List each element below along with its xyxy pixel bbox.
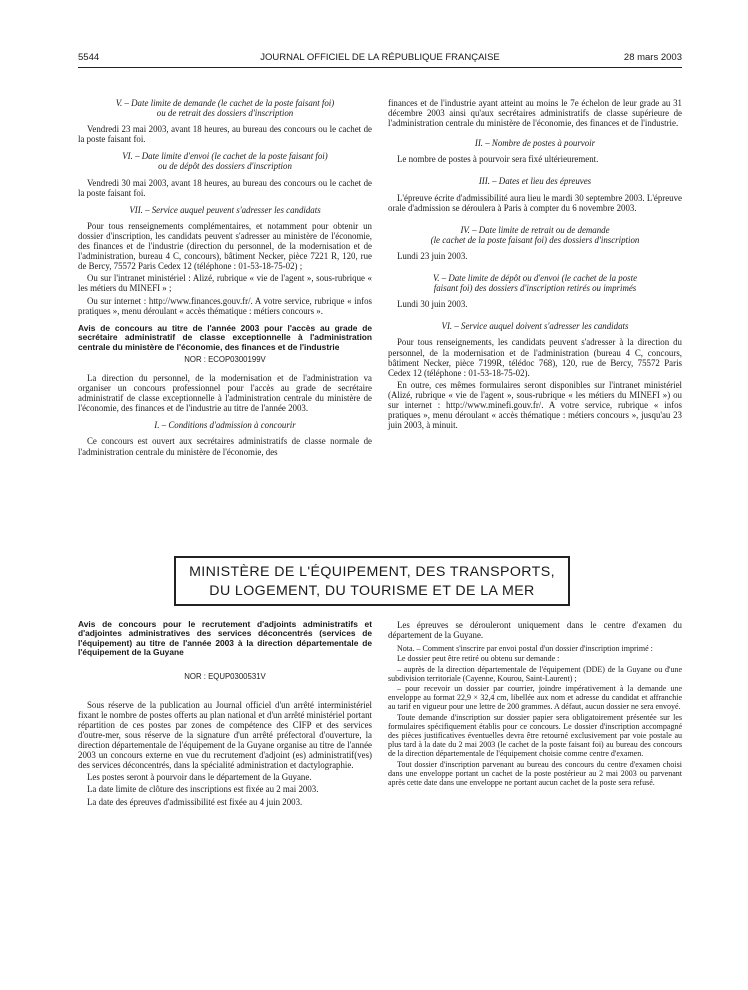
- section-heading: ou de dépôt des dossiers d'inscription: [158, 161, 292, 172]
- top-left-column: [78, 98, 372, 459]
- section-heading: (le cachet de la poste faisant foi) des dossiers d'inscription: [430, 234, 640, 245]
- section-heading: V. – Date limite de demande (le cachet de la poste faisant foi): [115, 98, 335, 108]
- paragraph: Le dossier peut être retiré ou obtenu sur demande :: [397, 654, 560, 664]
- header-rule: [78, 67, 682, 68]
- ministry-heading-line: DU LOGEMENT, DU TOURISME ET DE LA MER: [209, 583, 535, 599]
- paragraph: Vendredi 23 mai 2003, avant 18 heures, au bureau des concours ou le cachet de la poste faisant foi.: [78, 124, 372, 145]
- paragraph: La date limite de clôture des inscriptions est fixée au 2 mai 2003.: [87, 784, 319, 795]
- section-heading: VI. – Service auquel doivent s'adresser les candidats: [441, 321, 629, 332]
- paragraph: finances et de l'industrie ayant atteint au moins le 7e échelon de leur grade au 31 décembre 2003 ainsi qu'aux secrétaires administratifs de classe supérieure de l'administration centrale du ministère de l'économie, des finances et de l'industrie.: [388, 98, 682, 129]
- paragraph: Ce concours est ouvert aux secrétaires administratifs de classe normale de l'administration centrale du ministère de l'économie, des: [78, 436, 372, 457]
- paragraph: Vendredi 30 mai 2003, avant 18 heures, au bureau des concours ou le cachet de la poste faisant foi.: [78, 177, 372, 198]
- section-heading: faisant foi) des dossiers d'inscription retirés ou imprimés: [433, 283, 637, 294]
- list-item: – auprès de la direction départementale de l'équipement (DDE) de la Guyane ou d'une subdivision territoriale (Cayenne, Kourou, Saint-Laurent) ;: [388, 664, 682, 683]
- journal-title: JOURNAL OFFICIEL DE LA RÉPUBLIQUE FRANÇAISE: [260, 52, 500, 63]
- nota-paragraph: Nota. – Comment s'inscrire par envoi postal d'un dossier d'inscription imprimé :: [397, 644, 653, 654]
- paragraph: Pour tous renseignements complémentaires, et notamment pour obtenir un dossier d'inscription, les candidats peuvent s'adresser au ministère de l'économie, des finances et de l'industrie (direction du personnel, de la modernisation et de l'administration, bureau 4 C, concours), bâtiment Necker, pièce 7221 R, 120, rue de Bercy, 75572 Paris Cedex 12 (téléphone : 01-53-18-75-02) ;: [78, 220, 372, 272]
- paragraph: La date des épreuves d'admissibilité est fixée au 4 juin 2003.: [87, 796, 303, 807]
- bottom-right-column: [388, 620, 682, 788]
- paragraph: L'épreuve écrite d'admissibilité aura lieu le mardi 30 septembre 2003. L'épreuve orale d'admission se déroulera à Paris à compter du 6 novembre 2003.: [388, 192, 682, 213]
- ministry-heading-box: [174, 556, 570, 606]
- paragraph: Les épreuves se dérouleront uniquement dans le centre d'examen du département de la Guyane.: [388, 620, 682, 641]
- paragraph: Lundi 30 juin 2003.: [397, 299, 468, 310]
- paragraph: Tout dossier d'inscription parvenant au bureau des concours du centre d'examen choisi dans une enveloppe portant un cachet de la poste postérieur au 2 mai 2003 ou parvenant après cette date dans une enveloppe ne portant aucun cachet de la poste sera refusé.: [388, 759, 682, 788]
- section-heading: ou de retrait des dossiers d'inscription: [156, 108, 294, 119]
- paragraph: Sous réserve de la publication au Journal officiel d'un arrêté interministériel fixant le nombre de postes offerts au plan national et d'un arrêté ministériel portant répartition de ces postes par zones de compétence des CIFP et des services d'outre-mer, sous réserve de la signature d'un arrêté préfectoral d'ouverture, la direction départementale de l'équipement de la Guyane organise au titre de l'année 2003 un concours externe en vue du recrutement d'adjoint (es) administratif(ves) des services déconcentrés, dans la spécialité administration et dactylographie.: [78, 699, 372, 771]
- section-heading: IV. – Date limite de retrait ou de demande: [460, 224, 610, 235]
- section-heading: I. – Conditions d'admission à concourir: [154, 420, 296, 431]
- section-heading: VI. – Date limite d'envoi (le cachet de la poste faisant foi): [122, 151, 328, 162]
- paragraph: En outre, ces mêmes formulaires seront disponibles sur l'intranet ministériel (Alizé, rubrique « vie de l'agent », sous-rubrique « les métiers du MINEFI ») ou sur internet : http://www.minefi.gouv.fr/. A votre service, rubrique « infos pratiques », menu déroulant « accès thématique : métiers concours », jusqu'au 23 juin 2003, à minuit.: [388, 379, 682, 431]
- bottom-left-column: [78, 620, 372, 809]
- section-heading: II. – Nombre de postes à pourvoir: [474, 138, 596, 149]
- list-item: – pour recevoir un dossier par courrier, joindre impérativement à la demande une enveloppe au format 22,9 × 32,4 cm, libellée aux nom et adresse du candidat et affranchie au tarif en vigueur pour une lettre de 200 grammes. A défaut, aucun dossier ne sera envoyé.: [388, 684, 682, 712]
- page-header: [78, 52, 682, 66]
- ministry-heading-line: MINISTÈRE DE L'ÉQUIPEMENT, DES TRANSPORTS,: [189, 564, 555, 580]
- nor-reference: NOR : ECOP0300199V: [184, 354, 266, 364]
- paragraph: Le nombre de postes à pourvoir sera fixé ultérieurement.: [397, 154, 599, 165]
- top-right-column: [388, 98, 682, 432]
- paragraph: Pour tous renseignements, les candidats peuvent s'adresser à la direction du personnel, de la modernisation et de l'administration (bureau 4 C, concours, bâtiment Necker, pièce 7199R, télédoc 768), 120, rue de Bercy, 75572 Paris Cedex 12 (téléphone : 01-53-18-75-02).: [388, 337, 682, 378]
- notice-title: Avis de concours pour le recrutement d'adjoints administratifs et d'adjointes administratives des services déconcentrés (services de l'équipement) au titre de l'année 2003 à la direction départementale de l'équipement de la Guyane: [78, 619, 372, 658]
- section-heading: VII. – Service auquel peuvent s'adresser les candidats: [129, 204, 321, 215]
- paragraph: Lundi 23 juin 2003.: [397, 250, 468, 261]
- issue-date: 28 mars 2003: [623, 52, 682, 63]
- paragraph: Ou sur l'intranet ministériel : Alizé, rubrique « vie de l'agent », sous-rubrique « les métiers du MINEFI » ;: [78, 273, 372, 294]
- paragraph: Toute demande d'inscription sur dossier papier sera obligatoirement présentée sur les formulaires spécifiquement établis pour ce concours. Le dossier d'inscription accompagné des pièces justificatives éventuelles devra être retourné exclusivement par voie postale au plus tard à la date du 2 mai 2003 (le cachet de la poste faisant foi) au bureau des concours de la direction départementale de l'équipement choisie comme centre d'examen.: [388, 712, 682, 759]
- nor-reference: NOR : EQUP0300531V: [184, 671, 266, 681]
- notice-title: Avis de concours au titre de l'année 2003 pour l'accès au grade de secrétaire administratif de classe exceptionnelle à l'administration centrale du ministère de l'économie, des finances et de l'industrie: [78, 322, 372, 352]
- page-number: 5544: [78, 52, 100, 63]
- paragraph: La direction du personnel, de la modernisation et de l'administration va organiser un concours professionnel pour l'accès au grade de secrétaire administratif de classe exceptionnelle à l'administration centrale du ministère de l'économie, des finances et de l'industrie au titre de l'année 2003.: [78, 373, 372, 414]
- paragraph: Ou sur internet : http://www.finances.gouv.fr/. A votre service, rubrique « infos pratiques », menu déroulant « accès thématique : métiers concours ».: [78, 295, 372, 316]
- section-heading: V. – Date limite de dépôt ou d'envoi (le cachet de la poste: [432, 273, 638, 284]
- section-heading: III. – Dates et lieu des épreuves: [478, 176, 592, 187]
- paragraph: Les postes seront à pourvoir dans le département de la Guyane.: [87, 772, 312, 783]
